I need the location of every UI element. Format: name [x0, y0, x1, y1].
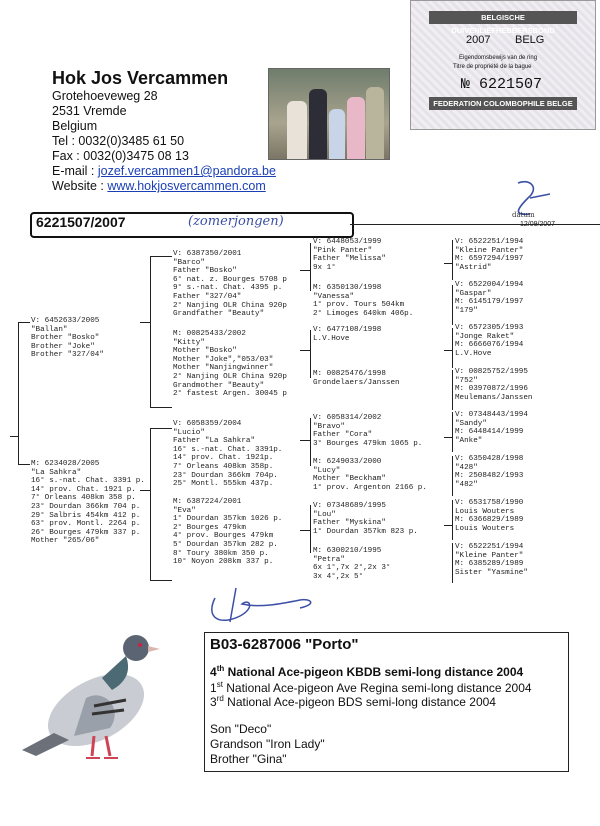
cert-country: BELG [515, 34, 545, 46]
ancestor-h4: M: 00825476/1998 Grondelaers/Janssen [313, 370, 400, 387]
address-street: Grotehoeveweg 28 [52, 89, 158, 103]
ancestor-i7: V: 6531758/1990 Louis Wouters M: 6366829/1989 Louis Wouters [455, 499, 524, 533]
ring-number: 6221507/2007 [36, 214, 126, 230]
email-label: E-mail : [52, 164, 98, 178]
ancestor-i5: V: 07348443/1994 "Sandy" M: 6448414/1999 "Anke" [455, 411, 528, 445]
ancestor-h1: V: 6448053/1999 "Pink Panter" Father "Melissa" 9x 1° [313, 238, 386, 272]
address-city: 2531 Vremde [52, 104, 127, 118]
email-row [52, 164, 276, 178]
ancestor-i2: V: 6522004/1994 "Gaspar" M: 6145179/1997 "179" [455, 281, 524, 315]
ancestor-h3: V: 6477108/1998 L.V.Hove [313, 326, 382, 343]
grandsire-paternal: V: 6387350/2001 "Barco" Father "Bosko" 6° nat. z. Bourges 5708 p 9° s.-nat. Chat. 4395 p. Father "327/04" 2° Nanjing OLR China 920p Grandfather "Beauty" [173, 250, 287, 319]
porto-grandson: Grandson "Iron Lady" [210, 737, 325, 751]
ancestor-i1: V: 6522251/1994 "Kleine Panter" M: 6597294/1997 "Astrid" [455, 238, 524, 272]
porto-title: B03-6287006 "Porto" [210, 636, 359, 653]
ancestor-h7: V: 07348689/1995 "Lou" Father "Myskina" 1° Dourdan 357km 823 p. [313, 502, 418, 536]
ancestor-h6: M: 6249033/2000 "Lucy" Mother "Beckham" 1° prov. Argenton 2166 p. [313, 458, 427, 492]
signature [200, 578, 330, 630]
cert-year: 2007 [466, 34, 491, 46]
cert-org-fr: FEDERATION COLOMBOPHILE BELGE [429, 97, 577, 110]
cert-line-nl: Eigendomsbewijs van de ring [459, 55, 538, 61]
ancestor-h5: V: 6058314/2002 "Bravo" Father "Cora" 3° Bourges 479km 1065 p. [313, 414, 423, 448]
ace-ave-regina: 1st National Ace-pigeon Ave Regina semi-long distance 2004 [210, 680, 532, 695]
website-link[interactable]: www.hokjosvercammen.com [107, 179, 266, 193]
granddam-maternal: M: 6387224/2001 "Eva" 1° Dourdan 357km 1026 p. 2° Bourges 479km 4° prov. Bourges 479km 5° Dourdan 357km 282 p. 8° Toury 380km 350 p. 10° Noyon 208km 337 p. [173, 498, 283, 567]
porto-son: Son "Deco" [210, 722, 272, 736]
cert-number: № 6221507 [461, 76, 543, 93]
cert-org-nl: BELGISCHE DUIVENLIEFHEBBERSBOND [429, 11, 577, 24]
ancestor-i8: V: 6522251/1994 "Kleine Panter" M: 6385289/1989 Sister "Yasmine" [455, 543, 528, 577]
granddam-paternal: M: 00825433/2002 "Kitty" Mother "Bosko" Mother "Joke","053/03" Mother "Nanjingwinner" 2° Nanjing OLR China 920p Grandmother "Beauty" 2° fastest Argen. 30045 p [173, 330, 287, 399]
telephone: Tel : 0032(0)3485 61 50 [52, 134, 185, 148]
grandsire-maternal: V: 6058359/2004 "Lucio" Father "La Sahkra" 16° s.-nat. Chat. 3391p. 14° prov. Chat. 1921p. 7° Orleans 408km 358p. 23° Dourdan 366km 704p. 25° Montl. 555km 437p. [173, 420, 283, 489]
ancestor-i6: V: 6350428/1998 "428" M: 2508482/1993 "482" [455, 455, 524, 489]
dam: M: 6234028/2005 "La Sahkra" 16° s.-nat. Chat. 3391 p. 14° prov. Chat. 1921 p. 7° Orleans 408km 358 p. 23° Dourdan 366km 704 p. 29° Salbris 454km 412 p. 63° prov. Montl. 2264 p. 26° Bourges 479km 337 p. Mother "265/06" [31, 460, 145, 546]
family-photo [268, 68, 390, 160]
loft-name: Hok Jos Vercammen [52, 68, 229, 88]
sire: V: 6452633/2005 "Ballan" Brother "Bosko" Brother "Joke" Brother "327/04" [31, 317, 104, 360]
ancestor-h8: M: 6300210/1995 "Petra" 6x 1°,7x 2°,2x 3° 3x 4°,2x 5° [313, 547, 391, 581]
ancestor-i3: V: 6572305/1993 "Jonge Raket" M: 6666076/1994 L.V.Hove [455, 324, 524, 358]
pigeon-image [14, 628, 164, 768]
datum-label: datum [512, 211, 535, 219]
ancestor-h2: M: 6350130/1998 "Vanessa" 1° prov. Tours 504km 2° Limoges 640km 406p. [313, 284, 414, 318]
handwritten-note: (zomerjongen) [188, 214, 284, 229]
cert-line-fr: Titre de propriété de la bague [453, 64, 532, 70]
address-country: Belgium [52, 119, 98, 133]
ring-certificate [410, 0, 596, 130]
ace-bds: 3rd National Ace-pigeon BDS semi-long distance 2004 [210, 694, 496, 709]
ace-kbdb: 4th National Ace-pigeon KBDB semi-long distance 2004 [210, 664, 524, 679]
email-link[interactable]: jozef.vercammen1@pandora.be [97, 164, 276, 178]
website-label: Website : [52, 179, 108, 193]
porto-brother: Brother "Gina" [210, 752, 287, 766]
fax: Fax : 0032(0)3475 08 13 [52, 149, 189, 163]
website-row [52, 179, 266, 193]
ancestor-i4: V: 00825752/1995 "752" M: 03970872/1996 Meulemans/Janssen [455, 368, 533, 402]
